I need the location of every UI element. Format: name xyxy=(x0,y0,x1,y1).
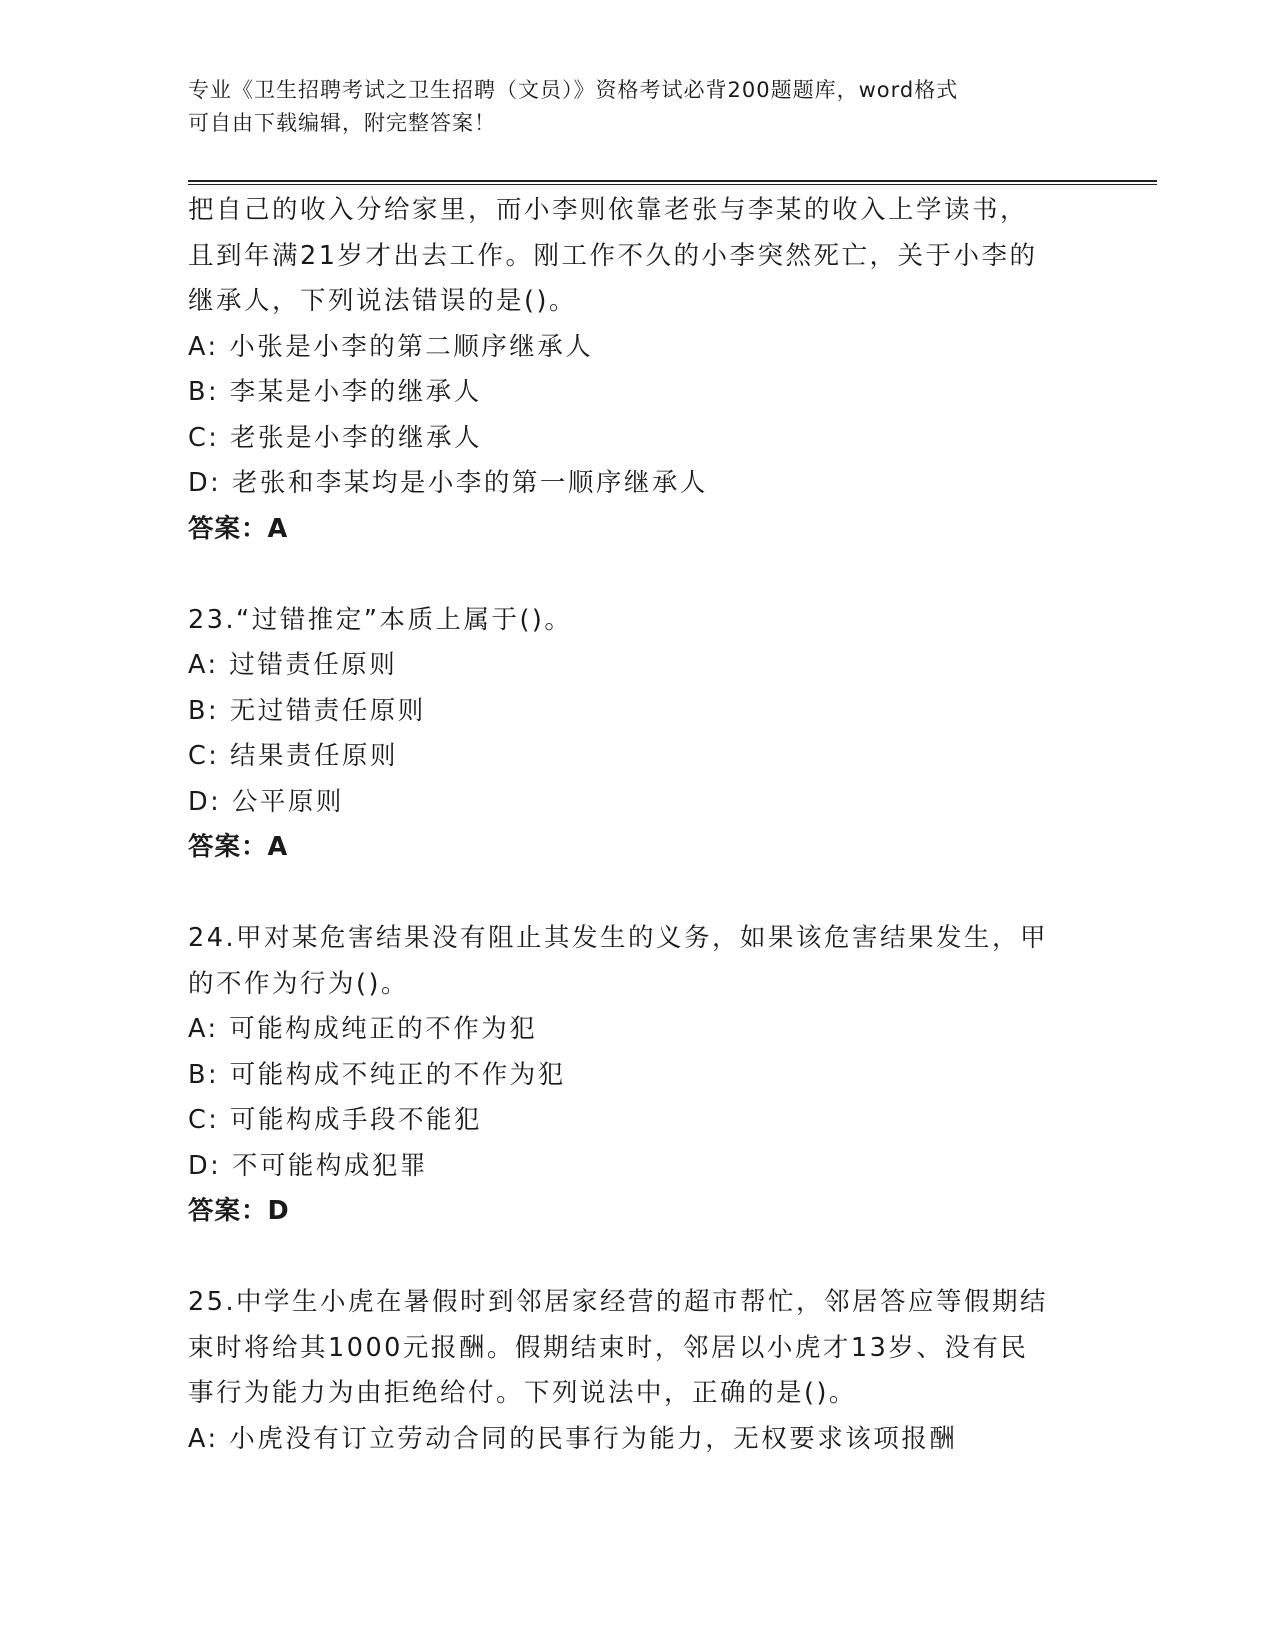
question-stem-line: 的不作为行为()。 xyxy=(188,968,409,999)
option-b: B: 可能构成不纯正的不作为犯 xyxy=(188,1059,566,1090)
page-header xyxy=(188,74,1068,140)
spacer xyxy=(188,552,1088,598)
option-a: A: 小张是小李的第二顺序继承人 xyxy=(188,331,594,362)
spacer xyxy=(188,871,1088,917)
option-c: C: 可能构成手段不能犯 xyxy=(188,1105,483,1135)
option-a: A: 可能构成纯正的不作为犯 xyxy=(188,1014,538,1044)
question-stem-line: 23.“过错推定”本质上属于()。 xyxy=(188,604,573,635)
question-24 xyxy=(188,916,1088,1235)
question-stem-line: 事行为能力为由拒绝给付。下列说法中，正确的是()。 xyxy=(188,1378,857,1408)
answer-line: 答案：A xyxy=(188,832,289,862)
header-line: 专业《卫生招聘考试之卫生招聘（文员）》资格考试必背200题题库，word格式 xyxy=(188,78,959,102)
question-stem-line: 25.中学生小虎在暑假时到邻居家经营的超市帮忙，邻居答应等假期结 xyxy=(188,1287,1049,1317)
option-d: D: 公平原则 xyxy=(188,786,344,817)
question-23 xyxy=(188,598,1088,871)
header-line: 可自由下载编辑，附完整答案！ xyxy=(188,111,496,135)
answer-line: 答案：A xyxy=(188,513,289,544)
question-stem-line: 且到年满21岁才出去工作。刚工作不久的小李突然死亡，关于小李的 xyxy=(188,240,1038,271)
question-25 xyxy=(188,1280,1088,1462)
option-c: C: 老张是小李的继承人 xyxy=(188,422,483,453)
option-b: B: 无过错责任原则 xyxy=(188,695,426,726)
option-c: C: 结果责任原则 xyxy=(188,741,399,771)
spacer xyxy=(188,1235,1088,1281)
question-stem-line: 24.甲对某危害结果没有阻止其发生的义务，如果该危害结果发生，甲 xyxy=(188,923,1049,953)
document-body xyxy=(188,188,1088,1462)
option-a: A: 过错责任原则 xyxy=(188,650,398,680)
option-d: D: 不可能构成犯罪 xyxy=(188,1150,428,1181)
option-b: B: 李某是小李的继承人 xyxy=(188,377,482,407)
question-stem-line: 继承人，下列说法错误的是()。 xyxy=(188,286,577,316)
option-a: A: 小虎没有订立劳动合同的民事行为能力，无权要求该项报酬 xyxy=(188,1423,958,1454)
question-stem-line: 把自己的收入分给家里，而小李则依靠老张与李某的收入上学读书， xyxy=(188,195,1029,225)
question-stem-line: 束时将给其1000元报酬。假期结束时，邻居以小虎才13岁、没有民 xyxy=(188,1332,1029,1363)
option-d: D: 老张和李某均是小李的第一顺序继承人 xyxy=(188,468,708,498)
header-divider xyxy=(188,180,1157,185)
question-22 xyxy=(188,188,1088,552)
answer-line: 答案：D xyxy=(188,1196,290,1226)
